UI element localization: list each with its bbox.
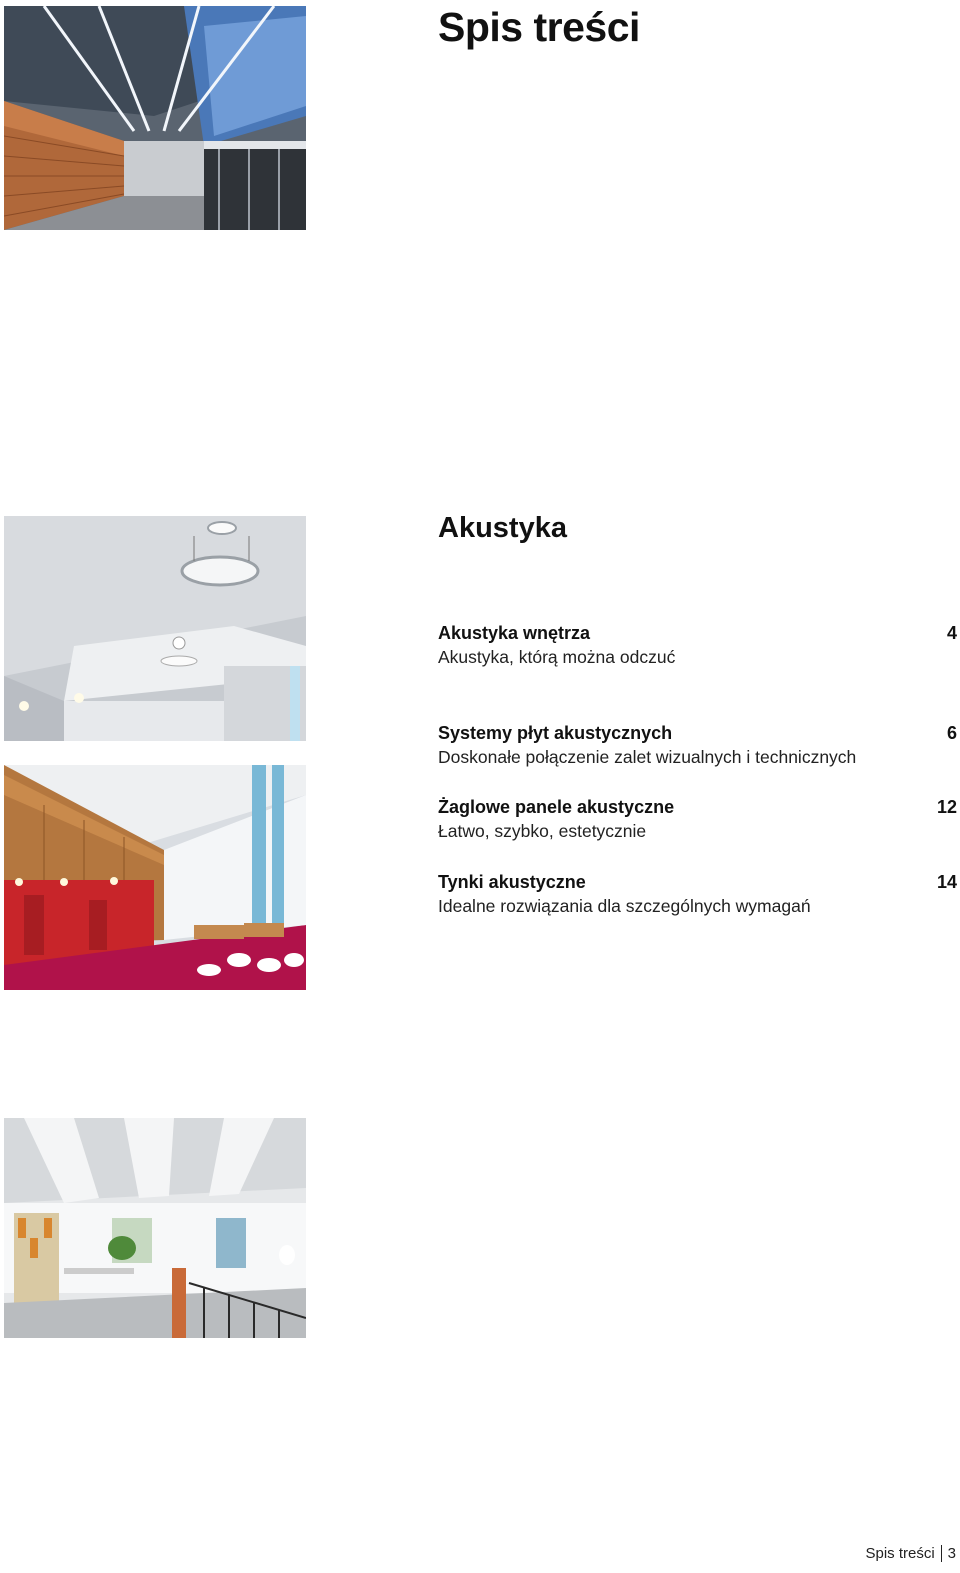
footer-page-number: 3 — [947, 1545, 956, 1562]
toc-entry[interactable] — [438, 723, 957, 768]
toc-entry-title: Tynki akustyczne — [438, 872, 586, 892]
toc-entry-page: 12 — [936, 797, 957, 817]
toc-entry-title: Żaglowe panele akustyczne — [438, 797, 675, 817]
photo-corridor-wood-wall — [4, 6, 306, 230]
toc-entry-title: Akustyka wnętrza — [438, 623, 591, 643]
toc-entry[interactable] — [438, 872, 957, 917]
photo-ceiling-round-lamp — [4, 516, 306, 741]
toc-entry-subtitle: Idealne rozwiązania dla szczególnych wymagań — [438, 896, 811, 916]
photo-hall-red-wall — [4, 765, 306, 990]
toc-entry-subtitle: Łatwo, szybko, estetycznie — [438, 821, 647, 841]
toc-entry[interactable] — [438, 623, 957, 668]
footer-divider — [941, 1545, 942, 1562]
footer-label: Spis treści — [865, 1545, 935, 1562]
toc-entry[interactable] — [438, 797, 957, 842]
toc-entry-page: 14 — [936, 872, 957, 892]
toc-entry-subtitle: Akustyka, którą można odczuć — [438, 647, 676, 667]
page-title: Spis treści — [438, 4, 640, 50]
toc-entry-page: 6 — [946, 723, 957, 743]
section-title: Akustyka — [438, 512, 567, 544]
page-footer — [865, 1545, 956, 1562]
toc-entry-subtitle: Doskonałe połączenie zalet wizualnych i technicznych — [438, 747, 857, 767]
toc-entry-title: Systemy płyt akustycznych — [438, 723, 673, 743]
photo-office-staircase — [4, 1118, 306, 1338]
toc-entry-page: 4 — [946, 623, 957, 643]
